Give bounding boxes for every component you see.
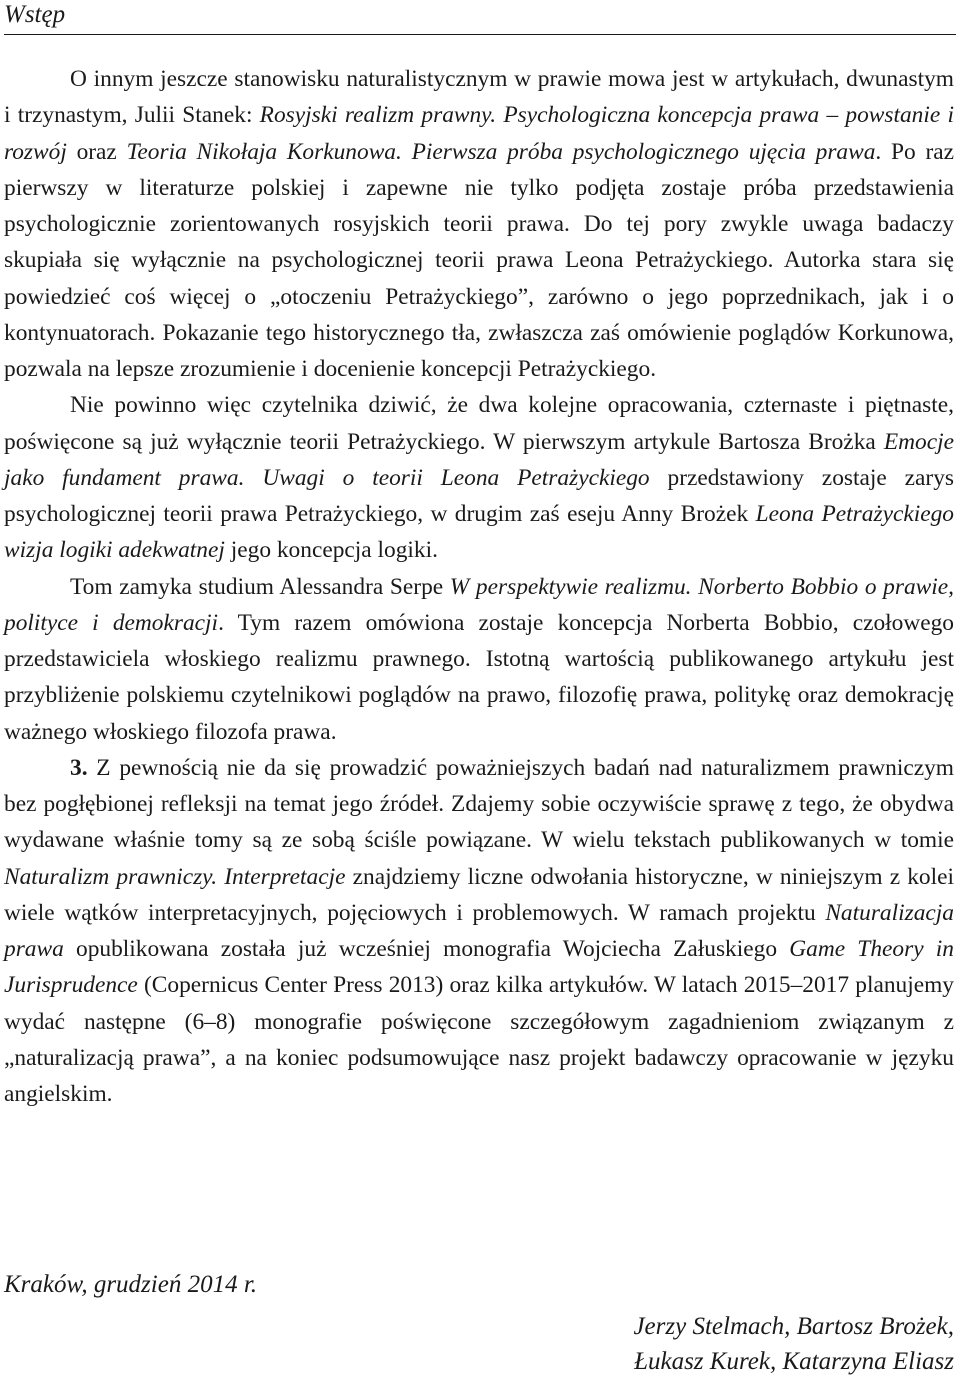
paragraph (4, 569, 954, 750)
italic-title: W perspektywie realizmu. Norberto Bobbio o prawie, polityce i demokracji (4, 573, 954, 636)
text-run: znajdziemy liczne odwołania historyczne, w niniejszym z kolei wiele wątków interpretacyjnych, pojęciowych i problemowych. W ramach projektu (4, 863, 954, 926)
paragraph (4, 61, 954, 387)
header-rule (4, 34, 956, 35)
authors-line-1: Jerzy Stelmach, Bartosz Brożek, (633, 1313, 954, 1340)
authors-signature (633, 1309, 954, 1379)
text-run: jego koncepcja logiki. (224, 537, 438, 564)
text-run: Nie powinno więc czytelnika dziwić, że dwa kolejne opracowania, czternaste i piętnaste, poświęcone są już wyłącznie teorii Petrażyckiego. W pierwszym artykule Bartosza Brożka (4, 392, 954, 455)
italic-title: Game Theory in Jurisprudence (4, 936, 954, 999)
text-run: Z pewnością nie da się prowadzić poważniejszych badań nad naturalizmem prawniczym bez pogłębionej refleksji na temat jego źródeł. Zdajemy sobie oczywiście sprawę z tego, że obydwa wydawane właśnie tomy są ze sobą ściśle powiązane. W wielu tekstach publikowanych w tomie (4, 754, 954, 854)
text-run: Tom zamyka studium Alessandra Serpe (70, 573, 450, 600)
italic-title: Emocje jako fundament prawa. Uwagi o teorii Leona Petrażyckiego (4, 428, 954, 491)
text-run: przedstawiony zostaje zarys psychologicznej teorii prawa Petrażyckiego, w drugim zaś eseju Anny Brożek (4, 464, 954, 527)
text-run: (Copernicus Center Press 2013) oraz kilka artykułów. W latach 2015–2017 planujemy wydać następne (6–8) monografie poświęcone szczegółowym zagadnieniom związanym z „naturalizacją prawa”, a na koniec podsumowujące nasz projekt badawczy opracowanie w języku angielskim. (4, 972, 954, 1107)
paragraph (4, 387, 954, 568)
italic-title: Leona Petrażyckiego wizja logiki adekwatnej (4, 501, 954, 564)
italic-title: Rosyjski realizm prawny. Psychologiczna koncepcja prawa – powstanie i rozwój (4, 102, 954, 165)
section-number: 3. (70, 754, 88, 781)
paragraph (4, 750, 954, 1113)
italic-title: Naturalizm prawniczy. Interpretacje (4, 863, 346, 890)
text-run: opublikowana została już wcześniej monografia Wojciecha Załuskiego (63, 936, 790, 962)
authors-line-2: Łukasz Kurek, Katarzyna Eliasz (634, 1348, 954, 1375)
body-text (4, 61, 954, 1112)
text-run: O innym jeszcze stanowisku naturalistycznym w prawie mowa jest w artykułach, dwunastym i trzynastym, Julii Stanek: (4, 66, 954, 129)
place-date: Kraków, grudzień 2014 r. (4, 1271, 258, 1298)
text-run: . Tym razem omówiona zostaje koncepcja Norberta Bobbio, czołowego przedstawiciela włoskiego realizmu prawnego. Istotną wartością publikowanego artykułu jest przybliżenie polskiemu czytelnikowi poglądów na prawo, filozofię prawa, politykę oraz demokrację ważnego włoskiego filozofa prawa. (4, 609, 955, 745)
italic-title: Teoria Nikołaja Korkunowa. Pierwsza próba psychologicznego ujęcia prawa (126, 138, 876, 165)
text-run: oraz (66, 138, 127, 165)
text-run: . Po raz pierwszy w literaturze polskiej i zapewne nie tylko podjęta zostaje próba przedstawienia psychologicznie zorientowanych rosyjskich teorii prawa. Do tej pory zwykle uwaga badaczy skupiała się wyłącznie na psychologicznej teorii prawa Leona Petrażyckiego. Autorka stara się powiedzieć coś więcej o „otoczeniu Petrażyckiego”, zarówno o jego poprzednikach, jak i o kontynuatorach. Pokazanie tego historycznego tła, zwłaszcza zaś omówienie poglądów Korkunowa, pozwala na lepsze zrozumienie i docenienie koncepcji Petrażyckiego. (4, 138, 954, 382)
italic-title: Naturalizacja prawa (4, 899, 954, 962)
running-header: Wstęp (4, 1, 66, 28)
